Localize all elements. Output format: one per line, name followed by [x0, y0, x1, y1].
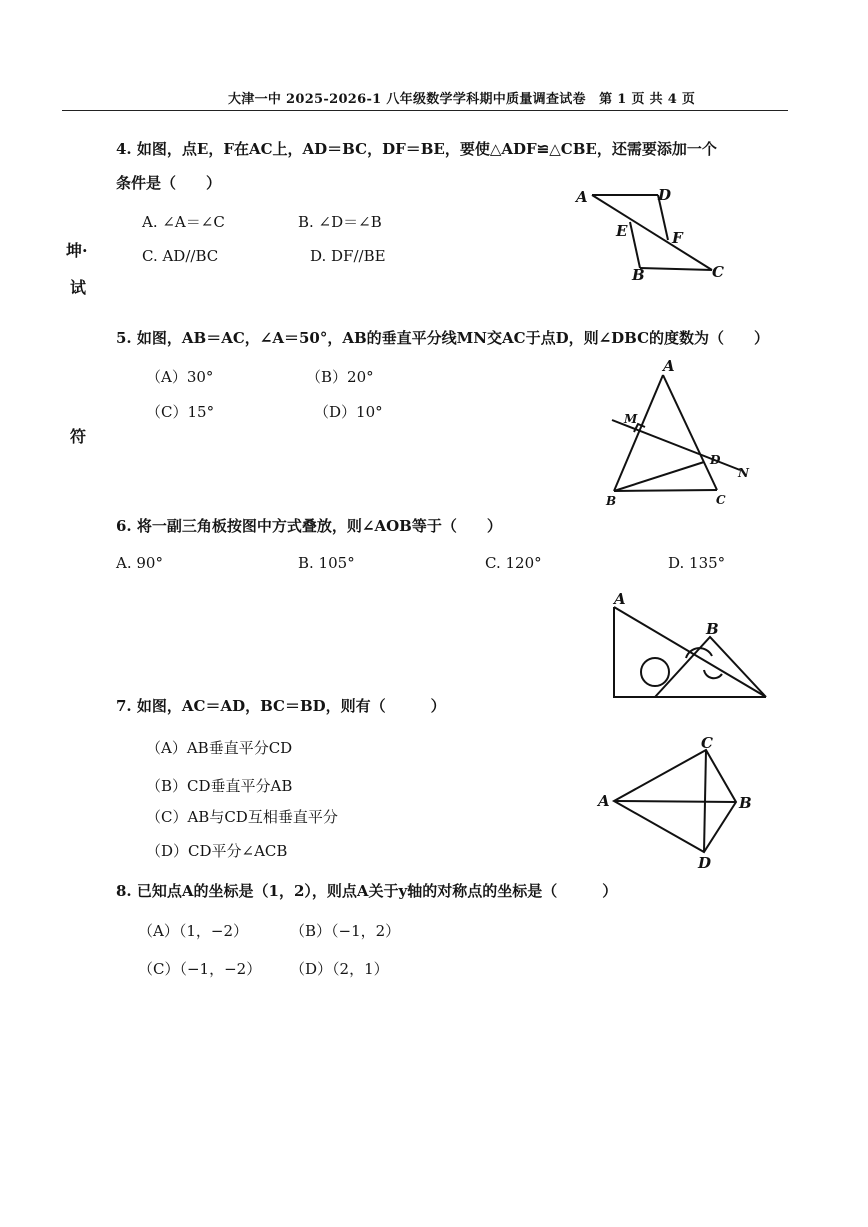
question-6-option-b: B. 105°: [298, 554, 355, 572]
label-f: F: [672, 229, 683, 247]
question-6-option-c: C. 120°: [485, 554, 542, 572]
question-4-option-b: B. ∠D＝∠B: [298, 213, 382, 231]
header-rule: [62, 110, 788, 111]
label-c: C: [701, 734, 713, 752]
line-mn: [612, 420, 740, 470]
question-4-figure: [570, 180, 730, 290]
question-7-figure: [590, 730, 760, 875]
question-6-option-d: D. 135°: [668, 554, 726, 572]
question-6-figure: [600, 590, 775, 705]
question-4-option-c: C. AD//BC: [142, 247, 219, 265]
segment-bc: [614, 490, 717, 491]
side-mark-3: 符: [70, 427, 87, 446]
question-7-option-d: （D）CD平分∠ACB: [146, 842, 288, 860]
question-6-option-a: A. 90°: [116, 554, 163, 572]
page-header: 大津一中 2025-2026-1 八年级数学学科期中质量调查试卷 第 1 页 共 4 页: [228, 92, 696, 107]
segment-ac: [592, 195, 712, 270]
question-4-stem-line1: 4. 如图，点E，F在AC上，AD＝BC，DF＝BE，要使△ADF≌△CBE，还需要添加一个: [116, 140, 717, 158]
label-e: E: [616, 222, 628, 240]
label-c: C: [712, 263, 724, 281]
question-8-option-c: （C）（−1，−2）: [138, 960, 262, 978]
label-a: A: [663, 357, 675, 375]
question-4-option-d: D. DF//BE: [310, 247, 386, 265]
side-mark-2: 试: [70, 278, 87, 297]
label-b: B: [632, 266, 645, 284]
question-5-option-d: （D）10°: [314, 403, 383, 421]
question-7-stem: 7. 如图，AC＝AD，BC＝BD，则有（ ）: [116, 697, 446, 715]
segment-cd: [704, 750, 706, 852]
question-4-option-a: A. ∠A＝∠C: [142, 213, 225, 231]
question-8-option-b: （B）（−1，2）: [290, 922, 401, 940]
question-6-stem: 6. 将一副三角板按图中方式叠放，则∠AOB等于（ ）: [116, 517, 502, 535]
label-b: B: [606, 494, 617, 508]
set-square-hole: [641, 658, 669, 686]
label-d: D: [658, 186, 672, 204]
segment-eb: [630, 222, 640, 268]
question-7-option-b: （B）CD垂直平分AB: [146, 777, 293, 795]
label-b: B: [739, 794, 752, 812]
label-c: C: [716, 493, 726, 507]
question-7-option-a: （A）AB垂直平分CD: [146, 739, 293, 757]
segment-ab: [614, 375, 663, 491]
question-5-stem: 5. 如图，AB＝AC，∠A＝50°，AB的垂直平分线MN交AC于点D，则∠DBC的度数为（ ）: [116, 329, 770, 347]
question-8-option-d: （D）（2，1）: [290, 960, 389, 978]
question-8-stem: 8. 已知点A的坐标是（1，2），则点A关于y轴的对称点的坐标是（ ）: [116, 882, 618, 900]
question-5-figure: [600, 357, 760, 510]
label-b: B: [706, 620, 719, 638]
label-a: A: [576, 188, 588, 206]
label-m: M: [624, 412, 638, 426]
segment-bd: [614, 462, 704, 491]
label-d: D: [698, 854, 712, 872]
segment-ab: [614, 801, 736, 802]
question-5-option-b: （B）20°: [306, 368, 374, 386]
label-a: A: [614, 590, 626, 608]
question-5-option-c: （C）15°: [146, 403, 215, 421]
label-a: A: [598, 792, 610, 810]
segment-bc: [640, 268, 712, 270]
side-mark-1: 坤·: [66, 241, 88, 260]
question-8-option-a: （A）（1，−2）: [138, 922, 248, 940]
label-d: D: [710, 453, 721, 467]
question-7-option-c: （C）AB与CD互相垂直平分: [146, 808, 338, 826]
angle-arc-lower: [704, 670, 722, 678]
question-4-stem-line2: 条件是（ ）: [116, 174, 222, 192]
label-n: N: [738, 466, 749, 480]
question-5-option-a: （A）30°: [146, 368, 214, 386]
